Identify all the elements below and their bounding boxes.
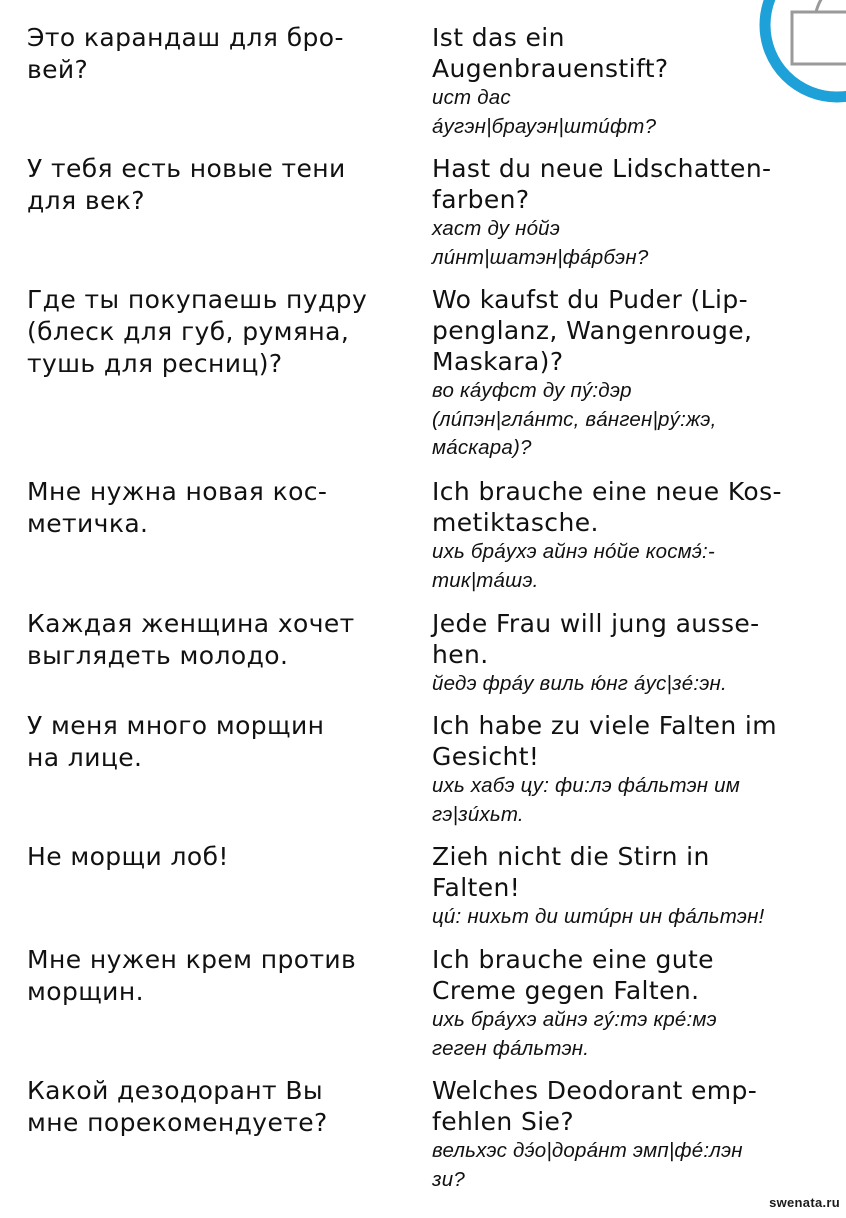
russian-phrase: Каждая женщина хочет выглядеть молодо. — [27, 609, 355, 670]
transcription: ихь хабэ цу: фи:лэ фáльтэн им гэ|зúхьт. — [432, 774, 741, 826]
russian-phrase: Не морщи лоб! — [27, 842, 229, 871]
watermark: swenata.ru — [769, 1195, 840, 1210]
transcription: ихь брáухэ айнэ гý:тэ крé:мэ геген фáльтэн. — [432, 1008, 717, 1060]
transcription: йедэ фрáу виль ю́нг áус|зé:эн. — [432, 672, 727, 695]
german-translation: Hast du neue Lidschatten- farben? хаст ду нóйэ лúнт|шатэн|фáрбэн? — [432, 153, 842, 272]
transcription: вельхэс дэ́о|дорáнт эмп|фé:лэн зи? — [432, 1139, 743, 1191]
russian-phrase: У меня много морщин на лице. — [27, 711, 325, 772]
transcription: во кáуфст ду пý:дэр (лúпэн|глáнтс, вáнген|рý:жэ, мáскара)? — [432, 379, 717, 459]
russian-phrase: Где ты покупаешь пудру (блеск для губ, румяна, тушь для ресниц)? — [27, 285, 368, 378]
russian-phrase: Какой дезодорант Вы мне порекомендуете? — [27, 1076, 328, 1137]
german-translation: Wo kaufst du Puder (Lip- penglanz, Wangenrouge, Maskara)? во кáуфст ду пý:дэр (лúпэн|глáнтс, вáнген|рý:жэ, мáскара)? — [432, 284, 842, 463]
german-translation: Zieh nicht die Stirn in Falten! цú: нихьт ди штúрн ин фáльтэн! — [432, 841, 842, 932]
transcription: ист дас áугэн|брауэн|штúфт? — [432, 86, 657, 138]
german-translation: Ich habe zu viele Falten im Gesicht! ихь хабэ цу: фи:лэ фáльтэн им гэ|зúхьт. — [432, 710, 842, 829]
german-translation: Jede Frau will jung ausse- hen. йедэ фрáу виль ю́нг áус|зé:эн. — [432, 608, 842, 699]
transcription: ихь брáухэ айнэ нóйе космэ́:- тик|тáшэ. — [432, 540, 715, 592]
german-translation: Welches Deodorant emp- fehlen Sie? вельхэс дэ́о|дорáнт эмп|фé:лэн зи? — [432, 1075, 842, 1194]
german-translation: Ich brauche eine neue Kos- metiktasche. ихь брáухэ айнэ нóйе космэ́:- тик|тáшэ. — [432, 476, 842, 595]
russian-phrase: У тебя есть новые тени для век? — [27, 154, 346, 215]
russian-phrase: Это карандаш для бро- вей? — [27, 23, 344, 84]
german-translation: Ist das ein Augenbrauenstift? ист дас áугэн|брауэн|штúфт? — [432, 22, 842, 141]
transcription: хаст ду нóйэ лúнт|шатэн|фáрбэн? — [432, 217, 649, 269]
transcription: цú: нихьт ди штúрн ин фáльтэн! — [432, 905, 765, 928]
german-translation: Ich brauche eine gute Creme gegen Falten. ихь брáухэ айнэ гý:тэ крé:мэ геген фáльтэн. — [432, 944, 842, 1063]
russian-phrase: Мне нужен крем против морщин. — [27, 945, 357, 1006]
russian-phrase: Мне нужна новая кос- метичка. — [27, 477, 328, 538]
